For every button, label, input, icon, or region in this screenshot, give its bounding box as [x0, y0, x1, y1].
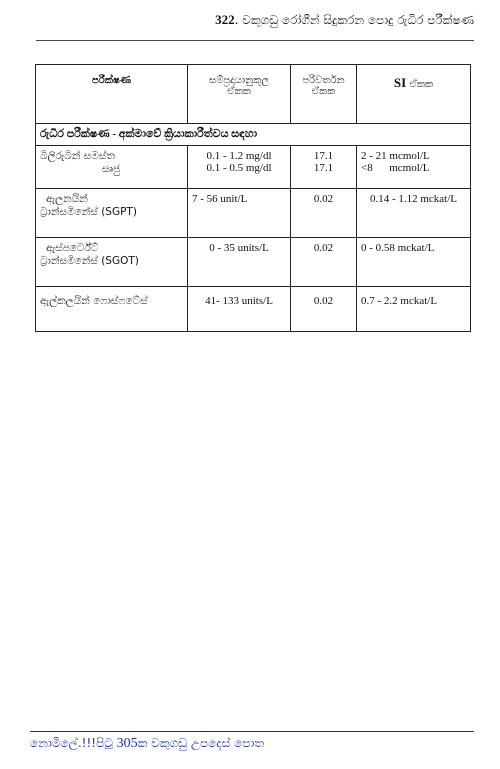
- conventional-range: 41- 133 units/L: [188, 287, 291, 332]
- section-title: රුධිර පරීක්ෂණ - අක්මාවේ ක්‍රියාකාරීත්වය සඳහා: [36, 124, 471, 146]
- footer-page-count: 305: [116, 736, 138, 751]
- conventional-range: 0 - 35 units/L: [188, 238, 291, 287]
- table-row: [36, 146, 471, 189]
- test-name: ඇස්පර්ටේට් ට්‍රාන්සමිනේස් (SGOT): [36, 238, 188, 287]
- test-name: බිලිරුබින් සමස්ත සෘජු: [36, 146, 188, 189]
- footer-prefix: නොමිලේ.!!!පිටු: [30, 736, 117, 750]
- si-range: 0.14 - 1.12 mckat/L: [357, 189, 471, 238]
- header-conversion-units: පරිවර්තන ඒකක: [291, 65, 357, 124]
- page-header-text: [215, 12, 474, 28]
- table-row: [36, 287, 471, 332]
- page-title: . වකුගඩු රෝගීන් සිදුකරන පොදු රුධිර පරීක්ෂණ: [234, 13, 474, 27]
- table-header-row: [36, 65, 471, 124]
- conversion-factor: 17.1 17.1: [291, 146, 357, 189]
- lab-tests-table: [35, 64, 471, 332]
- conversion-factor: 0.02: [291, 238, 357, 287]
- si-range: 0 - 0.58 mckat/L: [357, 238, 471, 287]
- header-si-units: SI ඒකක: [357, 65, 471, 124]
- page-number: 322: [215, 12, 235, 27]
- table-row: [36, 238, 471, 287]
- test-name: ඇලනයින් ට්‍රාන්සමිනේස් (SGPT): [36, 189, 188, 238]
- si-range: 0.7 - 2.2 mckat/L: [357, 287, 471, 332]
- page-header: [36, 10, 474, 41]
- conventional-range: 0.1 - 1.2 mg/dl 0.1 - 0.5 mg/dl: [188, 146, 291, 189]
- section-row: [36, 124, 471, 146]
- header-test: පරීක්ෂණ: [36, 65, 188, 124]
- page-footer: [30, 731, 474, 752]
- conversion-factor: 0.02: [291, 287, 357, 332]
- table-row: [36, 189, 471, 238]
- conversion-factor: 0.02: [291, 189, 357, 238]
- test-name: ඇල්කලයින් ෆොස්ෆටේස්: [36, 287, 188, 332]
- conventional-range: 7 - 56 unit/L: [188, 189, 291, 238]
- footer-suffix: ක වකුගඩු උපදෙස් පොත: [137, 736, 265, 750]
- si-range: 2 - 21 mcmol/L <8 mcmol/L: [357, 146, 471, 189]
- header-conventional-units: සම්ප්‍රදායානුකූල ඒකක: [188, 65, 291, 124]
